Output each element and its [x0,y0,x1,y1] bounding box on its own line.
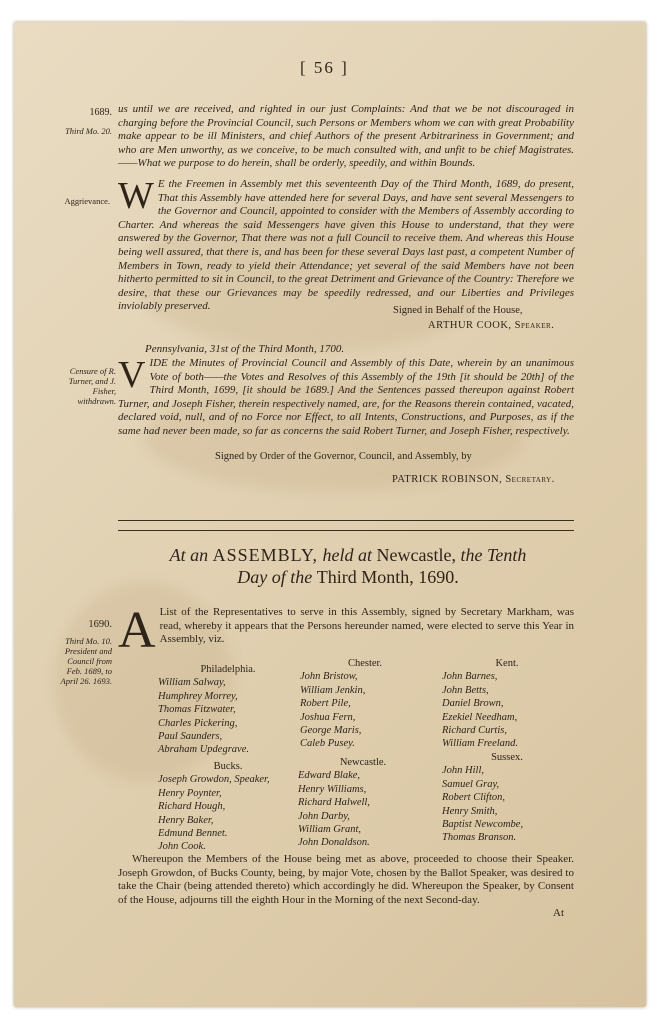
dropcap-v: V [118,354,146,396]
member-name: Henry Smith, [442,805,498,817]
aggrievance-text: E the Freemen in Assembly met this seventeenth Day of the Third Month, 1689, do present, That this Assembly have attended here for several Days, and have sent several Messengers to the Governor and Council, appointed to consider with the Members of Assembly according to Charter. And whereas the said Messengers have given this House to understand, that they were answered by the Governor, That there was not a full Council to receive them. And whereas this House being well assured, that there is, and has been for these several Days last past, a competent Number of Members in Town, ready to yield their Attendance; yet several of the said Members have not been hitherto permitted to sit in Council, to the great Detriment and Grievance of the Country: Therefore we desire, that these our Grievances may be speedily redressed, and our Liberties and Privileges inviolably preserved. [118,178,574,313]
member-name: Daniel Brown, [442,698,504,710]
county-bucks [158,760,298,854]
heading-the-tenth: the Tenth [460,545,527,565]
aggrievance-signer: ARTHUR COOK, Speaker. [428,320,555,331]
member-name: George Maris, [300,725,362,737]
section-rule-bottom [118,530,574,531]
member-name: Samuel Gray, [442,778,500,790]
censure-signer: PATRICK ROBINSON, Secretary. [392,474,555,485]
member-name: Caleb Pusey. [300,738,355,750]
margin-president-council-note: Third Mo. 10. President and Council from Feb. 1689, to April 26. 1693. [60,636,112,686]
member-name: William Jenkin, [300,684,366,696]
county-chester [300,657,430,751]
county-name: Chester. [347,658,383,669]
member-name: Henry Baker, [158,814,214,826]
member-name: Humphrey Morrey, [158,690,238,702]
closing-paragraph: Whereupon the Members of the House being met as above, proceeded to choose their Speaker. Joseph Growdon, of Bucks County, being, by major Vote, chosen by the Ballot Speaker, was desired to take the Chair (being attended thereto) which accordingly he did. Whereupon the Speaker, by Consent of the House, adjourns till the eighth Hour in the Morning of the next Second-day. [118,853,574,906]
heading-assembly: ASSEMBLY, [212,545,319,565]
margin-censure-note: Censure of R. Turner, and J. Fisher, withdrawn. [68,366,116,406]
member-name: John Betts, [442,684,489,696]
censure-dateline: Pennsylvania, 31st of the Third Month, 1700. [145,343,345,355]
member-name: Baptist Newcombe, [442,819,524,831]
member-name: John Hill, [442,765,484,777]
member-name: John Donaldson. [298,837,370,849]
censure-text: IDE the Minutes of Provincial Council and Assembly of this Date, wherein by an unanimous Vote of both——the Votes and Resolves of this Assembly of the 19th [it should be 20th] of the Third Month, 1699, [it should be 1689.] And the Sentences passed thereupon against Robert Turner, and Joseph Fisher, therein respectively named, are, for the Reasons therein contained, vacated, declared void, null, and of no Force nor Effect, to all Intents, Constructions, and Purposes, as if the same had never been made, so far as concerns the said Robert Turner, and Joseph Fisher, respectively. [118,357,574,437]
member-name: William Salway, [158,677,226,689]
aggrievance-signed-line: Signed in Behalf of the House, [393,305,523,316]
member-name: William Freeland. [442,738,519,750]
member-name: Joshua Fern, [300,711,356,723]
dropcap-a: A [118,602,156,659]
margin-year-1689: 1689. [89,107,112,118]
censure-signed-line: Signed by Order of the Governor, Council, and Assembly, by [215,451,472,462]
member-name: Richard Hough, [158,801,226,813]
heading-newcastle: Newcastle, [376,545,457,565]
heading-third-month-1690: Third Month, 1690. [316,567,459,587]
section-rule-top [118,520,574,521]
member-name: Robert Pile, [300,698,351,710]
dropcap-w: W [118,175,154,217]
county-name: Kent. [495,658,519,669]
margin-aggrievance: Aggrievance. [64,196,110,206]
county-name: Sussex. [491,752,523,763]
member-name: Richard Halwell, [298,797,370,809]
member-name: Richard Curtis, [442,725,507,737]
margin-date-third-month: Third Mo. 20. [65,126,112,136]
county-kent [442,657,572,751]
assembly-heading-line1 [118,544,578,566]
county-newcastle [298,756,428,850]
assembly-heading-line2 [118,566,578,588]
county-name: Philadelphia. [200,664,256,675]
assembly-intro-paragraph [118,602,574,659]
member-name: Henry Williams, [298,783,367,795]
county-philadelphia [158,663,298,757]
member-name: John Barnes, [442,671,498,683]
heading-held-at: held at [322,545,373,565]
member-name: Edmund Bennet. [158,828,228,840]
page-number: [ 56 ] [300,58,349,77]
member-name: Charles Pickering, [158,717,238,729]
member-name: Paul Saunders, [158,731,223,743]
member-name: John Darby, [298,810,350,822]
member-name: William Grant, [298,824,362,836]
heading-day-of-the: Day of the [237,567,313,587]
member-name: Henry Poynter, [158,787,222,799]
member-name: John Bristow, [300,671,358,683]
censure-paragraph [118,354,574,439]
heading-at-an: At an [169,545,209,565]
member-name: John Cook. [158,841,206,853]
county-name: Bucks. [213,761,243,772]
member-name: Ezekiel Needham, [442,711,518,723]
member-name: Robert Clifton, [442,792,505,804]
assembly-intro-text: List of the Representatives to serve in this Assembly, signed by Secretary Markham, was read, whereby it appears that the Persons hereunder named, were elected to serve this Year in Assembly, viz. [159,606,574,646]
member-name: Joseph Growdon, Speaker, [158,774,270,786]
member-name: Thomas Branson. [442,832,517,844]
member-name: Edward Blake, [298,770,361,782]
aggrievance-paragraph [118,175,574,314]
county-sussex [442,751,572,845]
top-continuation-paragraph: us until we are received, and righted in our just Complaints: And that we be not discouraged in charging before the Provincial Council, such Persons or Members whom we can with great Probability make appear to be ill Ministers, and chief Authors of the present Arbitrariness in Government; and who are Men unworthy, as we conceive, to be much consulted with, and unfit to be chief Magistrates. ——What we purpose to do herein, shall be orderly, speedily, and within Bounds. [118,103,574,170]
catchword: At [553,907,564,919]
assembly-heading [118,544,578,588]
member-name: Thomas Fitzwater, [158,704,236,716]
county-name: Newcastle. [339,757,387,768]
margin-year-1690: 1690. [88,619,112,630]
member-name: Abraham Updegrave. [158,744,249,756]
